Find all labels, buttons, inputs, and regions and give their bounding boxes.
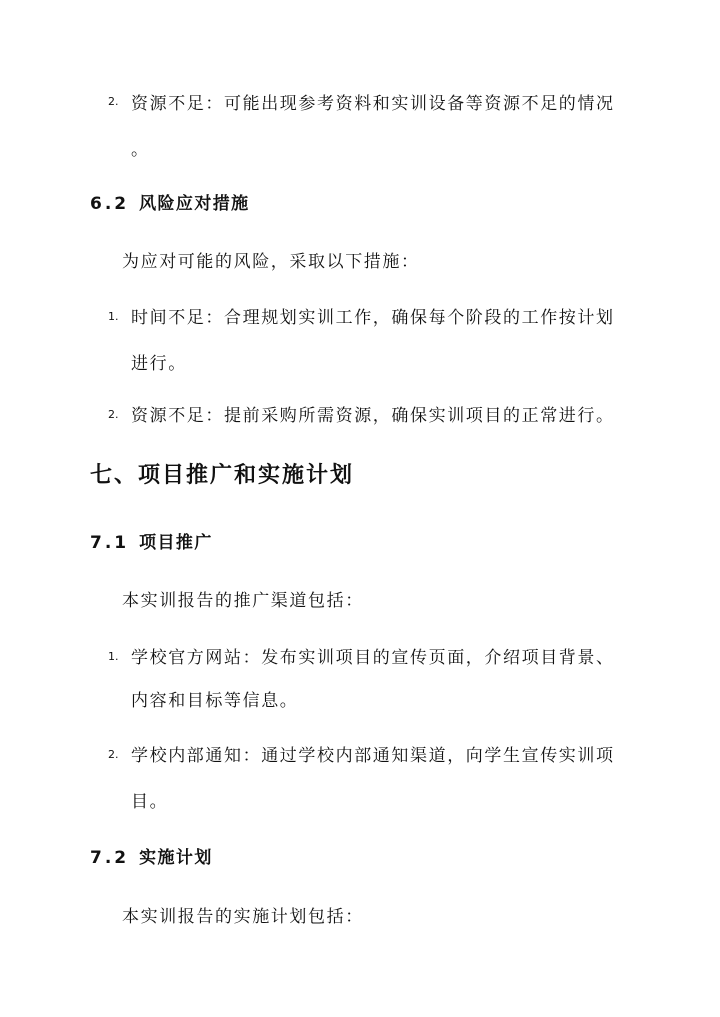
section-number: 7.1 (90, 533, 130, 553)
list-number: 2. (108, 748, 119, 761)
list-item-text: 学校内部通知：通过学校内部通知渠道，向学生宣传实训项 (131, 746, 615, 766)
list-number: 1. (108, 650, 119, 663)
section-title: 风险应对措施 (139, 194, 250, 214)
section-heading-7-1 (90, 528, 213, 553)
paragraph: 为应对可能的风险，采取以下措施： (122, 252, 420, 272)
list-item-text-continued: 目。 (131, 792, 169, 812)
list-item-text-continued: 进行。 (131, 354, 187, 374)
list-number: 2. (108, 408, 119, 421)
list-item-text: 时间不足：合理规划实训工作，确保每个阶段的工作按计划 (131, 308, 615, 328)
chapter-heading-7: 七、项目推广和实施计划 (90, 463, 355, 488)
list-item-text: 资源不足：可能出现参考资料和实训设备等资源不足的情况 (131, 94, 615, 114)
paragraph: 本实训报告的推广渠道包括： (122, 591, 364, 611)
section-heading-7-2 (90, 843, 213, 868)
paragraph: 本实训报告的实施计划包括： (122, 907, 364, 927)
list-item-text: 学校官方网站：发布实训项目的宣传页面，介绍项目背景、 (131, 648, 615, 668)
list-number: 2. (108, 95, 119, 108)
list-item-text: 资源不足：提前采购所需资源，确保实训项目的正常进行。 (131, 406, 615, 426)
section-number: 6.2 (90, 194, 130, 214)
section-title: 实施计划 (139, 848, 213, 868)
section-title: 项目推广 (139, 533, 213, 553)
section-heading-6-2 (90, 189, 250, 214)
list-item-text-continued: 。 (131, 140, 150, 160)
list-number: 1. (108, 310, 119, 323)
list-item-text-continued: 内容和目标等信息。 (131, 691, 299, 711)
section-number: 7.2 (90, 848, 130, 868)
